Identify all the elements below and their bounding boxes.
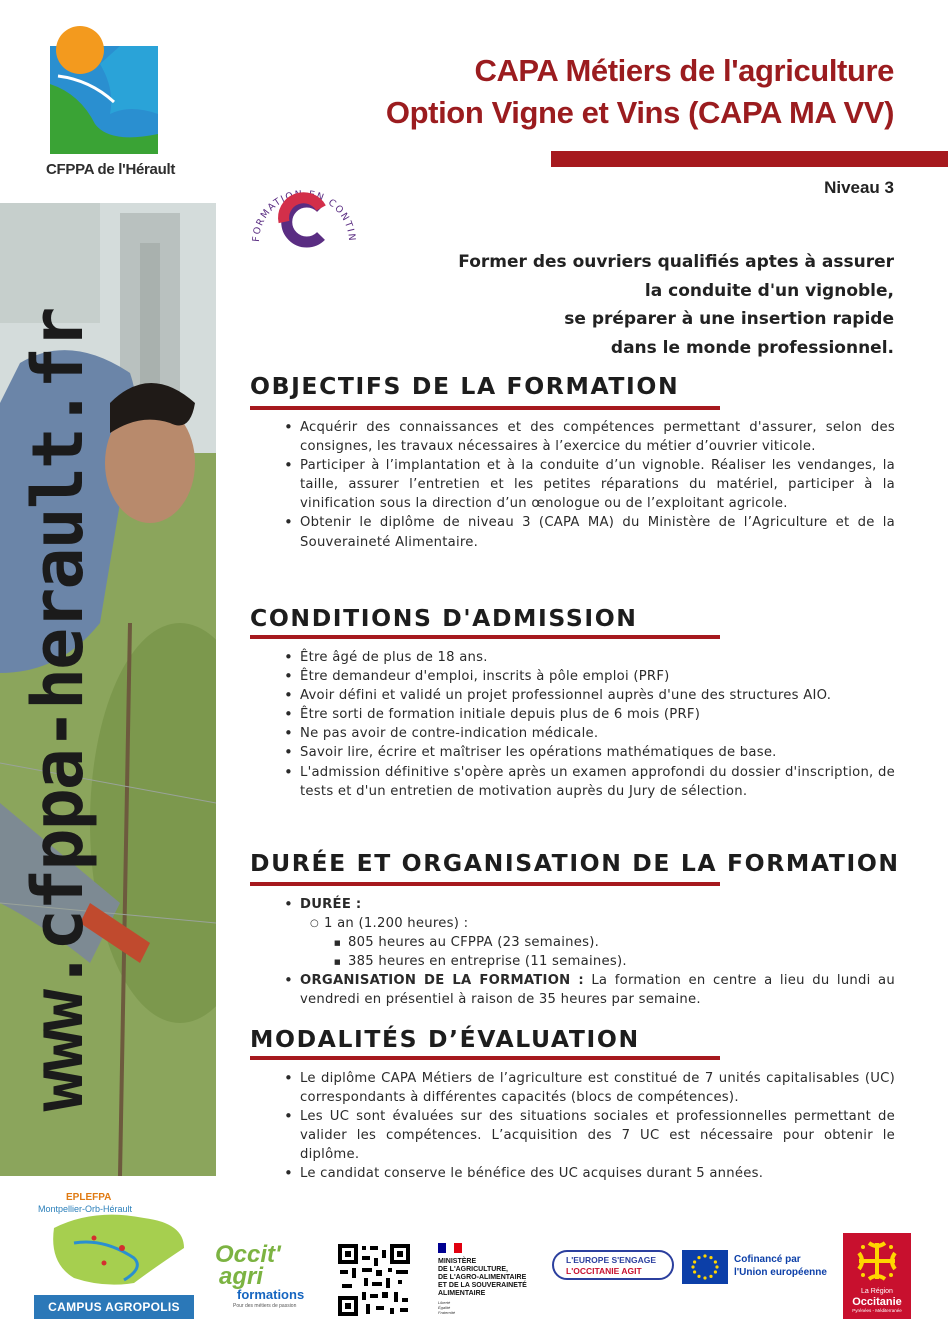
ministere-line: DE L'AGRICULTURE, [438, 1266, 508, 1273]
section-rule [250, 635, 720, 639]
ministere-motto [438, 1300, 548, 1315]
occit-line1: Occit' [215, 1241, 281, 1268]
org-text: La formation en centre a lieu du lundi au vendredi en présentiel à raison de 35 heures par semaine. [300, 973, 895, 1008]
badge-text: FORMATION EN CONTIN [250, 188, 358, 243]
list-item: • Le diplôme CAPA Métiers de l’agriculture est constitué de 7 unités capitalisables (UC) correspondants à différentes capacités (blocs de compétences). [280, 1069, 895, 1107]
admission-list [280, 648, 895, 801]
eu-line1: Cofinancé par [734, 1254, 801, 1265]
website-url[interactable]: www.cfppa-herault.fr [17, 308, 99, 1112]
list-item: • Être sorti de formation initiale depuis plus de 6 mois (PRF) [280, 705, 895, 724]
epleffa-name: EPLEFPA [66, 1192, 112, 1203]
list-item: • Ne pas avoir de contre-indication médicale. [280, 724, 895, 743]
duree-list [280, 895, 895, 1010]
ministere-logo [438, 1240, 548, 1320]
org-label: ORGANISATION DE LA FORMATION : [300, 973, 584, 989]
motto-line: Fraternité [438, 1310, 456, 1315]
europe-engage-logo [552, 1250, 674, 1280]
eu-flag-icon [682, 1250, 728, 1284]
epleffa-logo [34, 1188, 194, 1296]
formation-continue-badge [249, 170, 359, 260]
objectifs-list [280, 418, 895, 552]
list-item: • Être âgé de plus de 18 ans. [280, 648, 895, 667]
ministere-line: ALIMENTAIRE [438, 1290, 486, 1297]
formation-continue-graphic [249, 170, 359, 260]
duree-label: DURÉE : [300, 897, 362, 912]
list-item: • Savoir lire, écrire et maîtriser les opérations mathématiques de base. [280, 743, 895, 762]
motto-line: Égalité [438, 1305, 451, 1310]
marianne-flag-icon [438, 1243, 462, 1253]
ministere-line: MINISTÈRE [438, 1258, 477, 1265]
tagline-line: se préparer à une insertion rapide [564, 309, 894, 329]
qr-code[interactable] [336, 1242, 412, 1318]
list-item: • Obtenir le diplôme de niveau 3 (CAPA MA) du Ministère de l’Agriculture et de la Souveraineté Alimentaire. [280, 513, 895, 551]
list-item [280, 971, 895, 1009]
list-item: • Être demandeur d'emploi, inscrits à pôle emploi (PRF) [280, 667, 895, 686]
list-item: • Acquérir des connaissances et des compétences permettant d'assurer, selon des consignes, les travaux nécessaires à l’exercice du métier d’ouvrier viticole. [280, 418, 895, 456]
title-line-2: Option Vigne et Vins (CAPA MA VV) [385, 95, 894, 130]
ministere-line: ET DE LA SOUVERAINETÉ [438, 1282, 527, 1289]
europe-line2: L'OCCITANIE AGIT [566, 1266, 642, 1276]
title-line-1: CAPA Métiers de l'agriculture [474, 53, 894, 88]
tagline-line: Former des ouvriers qualifiés aptes à assurer [458, 252, 894, 272]
eu-text [734, 1253, 827, 1279]
occit-line2: agri [219, 1263, 264, 1290]
duree-details [334, 933, 895, 971]
motto-line: Liberté [438, 1300, 451, 1305]
ministere-line: DE L'AGRO-ALIMENTAIRE [438, 1274, 527, 1281]
section-rule [250, 406, 720, 410]
cfppa-logo [40, 24, 176, 184]
occitagri-logo [215, 1241, 315, 1314]
duree-total: 1 an (1.200 heures) : [324, 916, 469, 932]
section-title-duree: DURÉE ET ORGANISATION DE LA FORMATION [250, 849, 900, 877]
level-label: Niveau 3 [824, 178, 894, 197]
page-title [386, 50, 894, 134]
epleffa-sub: Montpellier-Orb-Hérault [38, 1204, 133, 1214]
section-title-evaluation: MODALITÉS D’ÉVALUATION [250, 1025, 640, 1053]
tagline-line: dans le monde professionnel. [610, 337, 894, 358]
region-line3: Pyrénées - Méditerranée [852, 1308, 902, 1313]
occitan-cross-icon [855, 1239, 899, 1283]
qr-code-graphic [336, 1242, 412, 1318]
list-item: ■ 385 heures en entreprise (11 semaines). [334, 952, 895, 971]
occit-tagline: Pour des métiers de passion [233, 1303, 297, 1309]
eu-line2: l'Union européenne [734, 1267, 827, 1278]
list-item: • Avoir défini et validé un projet professionnel auprès d'une des structures AIO. [280, 686, 895, 705]
list-item: • Le candidat conserve le bénéfice des UC acquises durant 5 années. [280, 1164, 895, 1183]
duree-sublist [310, 914, 895, 971]
herault-map-icon [34, 1188, 194, 1296]
evaluation-list [280, 1069, 895, 1184]
section-rule [250, 882, 720, 886]
region-line1: La Région [861, 1288, 893, 1295]
campus-label: CAMPUS AGROPOLIS [34, 1295, 194, 1319]
list-item [280, 895, 895, 971]
tagline-line: la conduite d'un vignoble, [644, 280, 894, 301]
section-rule [250, 1056, 720, 1060]
title-accent-bar [551, 151, 948, 167]
section-title-objectifs: OBJECTIFS DE LA FORMATION [250, 372, 680, 400]
list-item: • Participer à l’implantation et à la conduite d’un vignoble. Réaliser les vendanges, la taille, assurer l’entretien et les petites réparations du matériel, participer à la vinification sous la direction d’un œnologue ou de l’exploitant agricole. [280, 456, 895, 513]
tagline [334, 248, 894, 362]
list-item: ■ 805 heures au CFPPA (23 semaines). [334, 933, 895, 952]
section-title-admission: CONDITIONS D'ADMISSION [250, 604, 638, 632]
europe-line1: L'EUROPE S'ENGAGE [566, 1255, 657, 1265]
ministere-text [438, 1258, 548, 1298]
list-item: • Les UC sont évaluées sur des situations sociales et professionnelles permettant de valider les compétences. L’acquisition des 7 UC est nécessaire pour obtenir le diplôme. [280, 1107, 895, 1164]
list-item: • L'admission définitive s'opère après un examen approfondi du dossier d'inscription, de tests et d'un entretien de motivation auprès du Jury de sélection. [280, 763, 895, 801]
eu-cofinance-logo [682, 1250, 832, 1286]
region-line2: Occitanie [852, 1296, 902, 1308]
list-item [310, 914, 895, 971]
cfppa-logo-graphic [40, 24, 170, 159]
org-name: CFPPA de l'Hérault [46, 161, 176, 178]
occit-line3: formations [237, 1287, 305, 1302]
region-occitanie-logo [843, 1233, 911, 1319]
